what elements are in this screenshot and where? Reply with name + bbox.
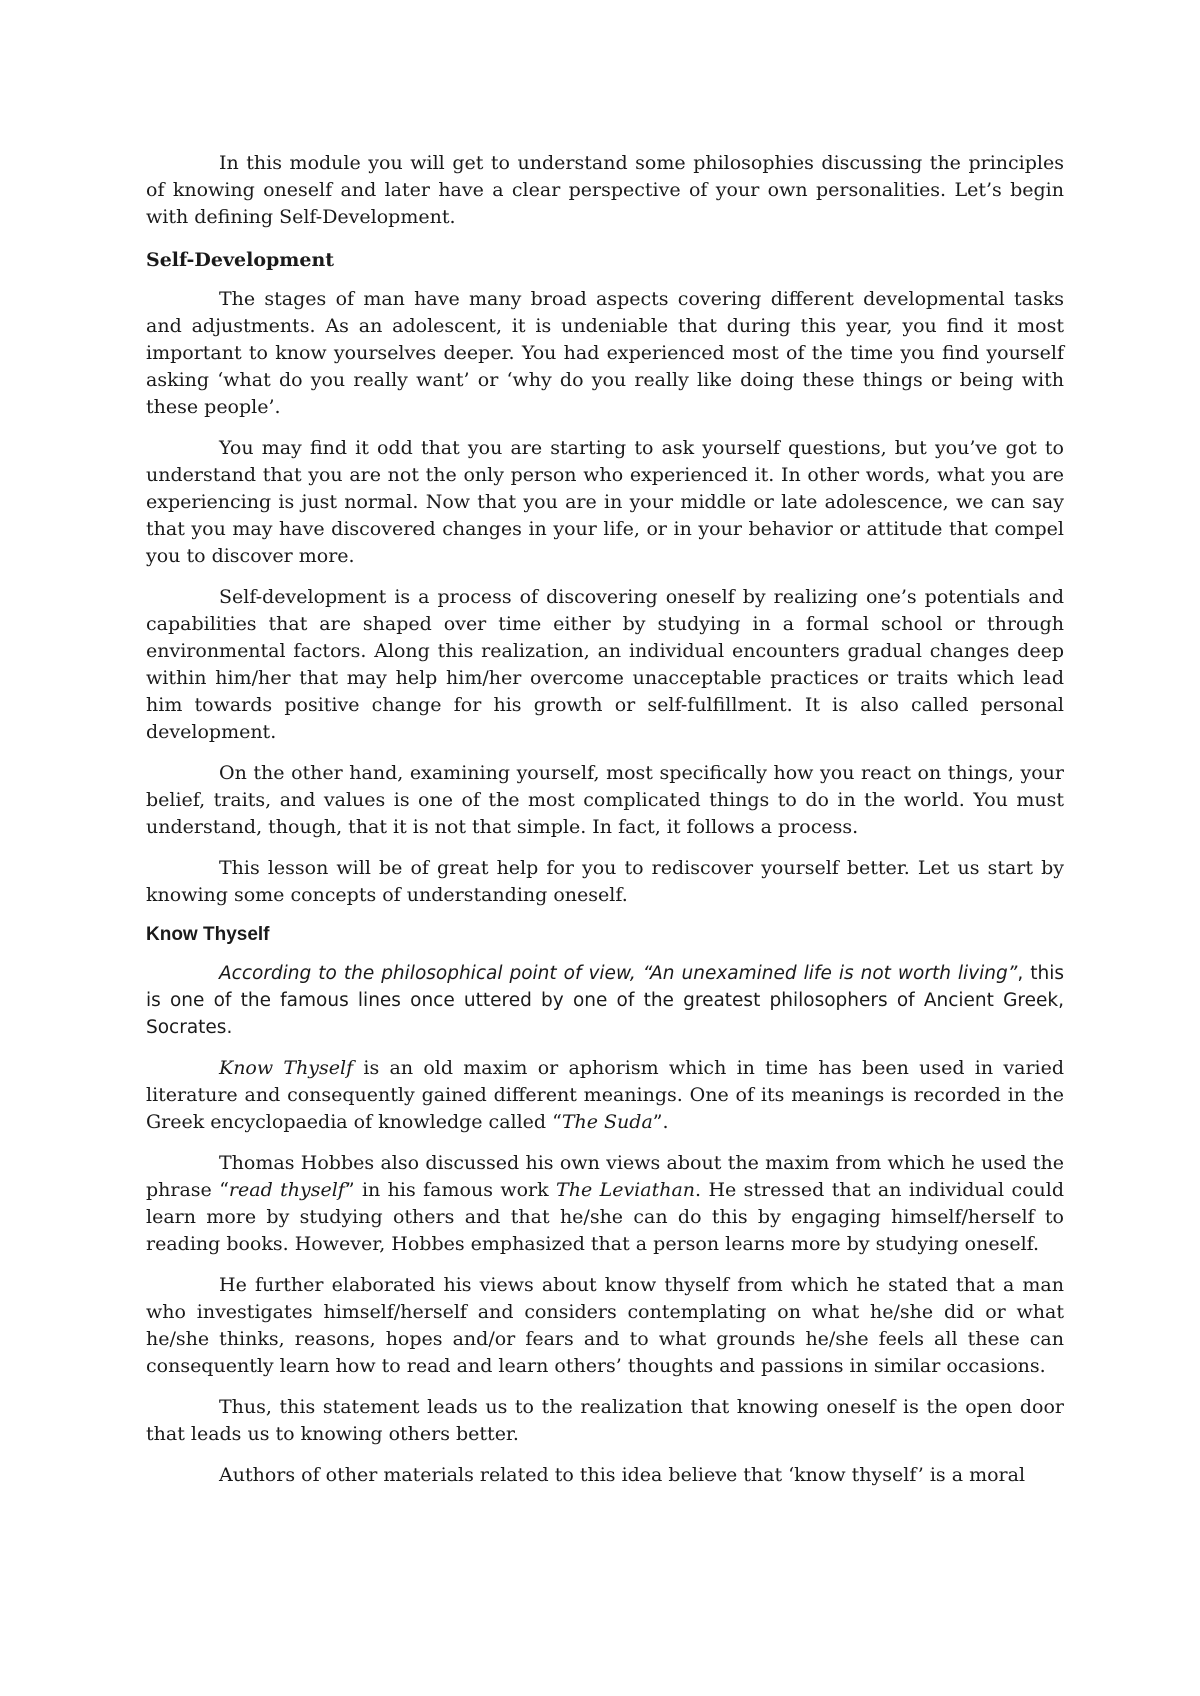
- socrates-rest: , this is one of the famous lines once uttered by one of the greatest philosophers of Ancient Greek, Socrates.: [146, 963, 1064, 1038]
- paragraph-elaborated: He further elaborated his views about know thyself from which he stated that a man who investigates himself/herself and considers contemplating on what he/she did or what he/she thinks, reasons, hopes and/or fears and to what grounds he/she feels all these can consequently learn how to read and learn others’ thoughts and passions in similar occasions.: [146, 1274, 1064, 1377]
- maxim-text: is an old maxim or aphorism which in time has been used in varied literature and consequently gained different meanings. One of its meanings is recorded in the Greek encyclopaedia of knowledge called “: [146, 1057, 1065, 1133]
- paragraph-hobbes: [146, 1150, 1064, 1258]
- paragraph-thus: Thus, this statement leads us to the realization that knowing oneself is the open door that leads us to knowing others better.: [146, 1396, 1064, 1445]
- document-page: [146, 150, 1064, 1489]
- paragraph-socrates: [146, 960, 1064, 1041]
- hobbes-text-3: . He stressed that an individual could learn more by studying others and that he/she can do this by engaging himself/herself to reading books. However, Hobbes emphasized that a person learns more by studying oneself.: [146, 1179, 1065, 1255]
- intro-paragraph: In this module you will get to understand some philosophies discussing the principles of knowing oneself and later have a clear perspective of your own personalities. Let’s begin with defining Self-Development.: [146, 152, 1064, 228]
- paragraph-authors: Authors of other materials related to this idea believe that ‘know thyself’ is a moral: [219, 1464, 1026, 1486]
- leviathan-title: The Leviathan: [556, 1179, 696, 1201]
- read-thyself-phrase: read thyself: [228, 1179, 345, 1201]
- maxim-title: Know Thyself: [219, 1057, 354, 1079]
- paragraph-lesson: This lesson will be of great help for you to rediscover yourself better. Let us start by knowing some concepts of understanding oneself.: [146, 857, 1064, 906]
- hobbes-text-1: Thomas Hobbes also discussed his own views about the maxim from which he used the phrase “: [146, 1152, 1064, 1201]
- paragraph-odd: You may find it odd that you are starting to ask yourself questions, but you’ve got to understand that you are not the only person who experienced it. In other words, what you are experiencing is just normal. Now that you are in your middle or late adolescence, we can say that you may have discovered changes in your life, or in your behavior or attitude that compel you to discover more.: [146, 437, 1064, 567]
- paragraph-self-development: Self-development is a process of discovering oneself by realizing one’s potentials and capabilities that are shaped over time either by studying in a formal school or through environmental factors. Along this realization, an individual encounters gradual changes deep within him/her that may help him/her overcome unacceptable practices or traits which lead him towards positive change for his growth or self-fulfillment. It is also called personal development.: [146, 586, 1064, 743]
- paragraph-maxim: [146, 1055, 1064, 1136]
- paragraph-other-hand: On the other hand, examining yourself, most specifically how you react on things, your belief, traits, and values is one of the most complicated things to do in the world. You must understand, though, that it is not that simple. In fact, it follows a process.: [146, 762, 1064, 838]
- hobbes-text-2: ” in his famous work: [344, 1179, 557, 1201]
- socrates-quote: According to the philosophical point of view, “An unexamined life is not worth living”: [219, 963, 1018, 984]
- heading-know-thyself: Know Thyself: [146, 924, 270, 945]
- paragraph-stages: The stages of man have many broad aspects covering different developmental tasks and adjustments. As an adolescent, it is undeniable that during this year, you find it most important to know yourselves deeper. You had experienced most of the time you find yourself asking ‘what do you really want’ or ‘why do you really like doing these things or being with these people’.: [146, 288, 1064, 418]
- suda-title: The Suda: [561, 1111, 653, 1133]
- maxim-end: ”.: [652, 1111, 669, 1133]
- heading-self-development: Self-Development: [146, 249, 335, 271]
